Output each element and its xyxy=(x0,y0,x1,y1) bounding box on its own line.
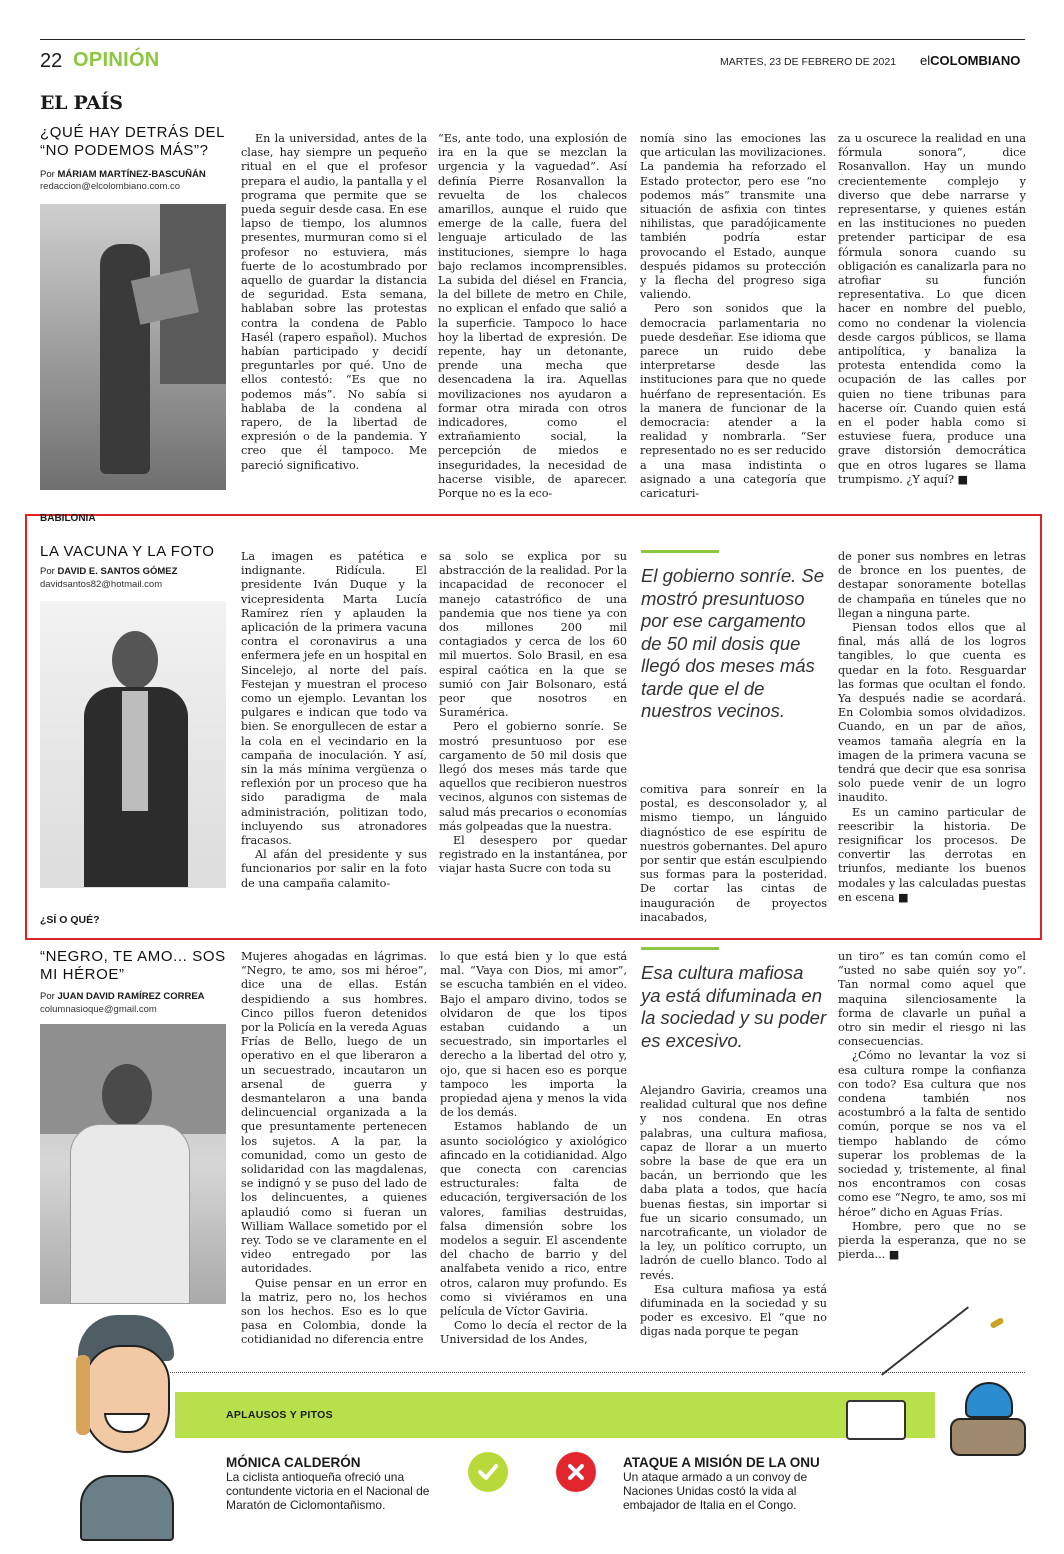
article1-col1: En la universidad, antes de la clase, hay siempre un pequeño ritual en el que el profesor prepara el audio, la pantalla y el programa que permite que se pueda seguir desde casa. En ese lapso de tiempo, los alumnos presentes, murmuran como si el profesor no estuviera, más fuerte de lo acostumbrado por aquello de guardar la distancia de seguridad. Esta semana, hablaban sobre las protestas contra la condena de Pablo Hasél (rapero español). Muchos habían participado y decidí preguntarles por qué. Uno de ellos contestó: “Es que no podemos más”. No sabía si hablaba de la condena al rapero, de la libertad de expresión o de la pandemia. Y creo que él tampoco. Me pareció significativo. xyxy=(241,132,427,472)
x-icon xyxy=(556,1452,596,1492)
article1-email[interactable]: redaccion@elcolombiano.com.co xyxy=(40,181,181,192)
article1-byline xyxy=(40,169,206,180)
hair-shape xyxy=(76,1355,90,1435)
article3-author: JUAN DAVID RAMÍREZ CORREA xyxy=(57,991,205,1002)
article1-col2: “Es, ante todo, una explosión de ira en la que se mezclan la urgencia y la vaguedad”. Así definía Pierre Rosanvallon la revuelta de los chalecos amarillos, aunque el ruido que emerge de la calle, fuera del lenguaje articulado de las instituciones, siempre lo haga bajo reclamos incomprensibles. La subida del diésel en Francia, la del billete de metro en Chile, no explican el enfado que salió a la superficie. Tampoco lo hace hoy la libertad de expresión. De repente, hay un detonante, prende una mecha que desencadena la ira. Aquellas movilizaciones nos ayudaron a formar otra mirada con otros indicadores, como el extrañamiento social, la percepción de miedos e inseguridades, la necesidad de hacerse visible, de aparecer. Porque no es la eco- xyxy=(438,132,627,501)
article1-headline: ¿QUÉ HAY DETRÁS DEL “NO PODEMOS MÁS”? xyxy=(40,124,225,159)
issue-date: MARTES, 23 DE FEBRERO DE 2021 xyxy=(720,56,897,68)
bullet-shape xyxy=(989,1317,1004,1329)
head-shape xyxy=(112,631,158,689)
article1-title xyxy=(40,124,230,160)
article3-col3: Alejandro Gaviria, creamos una realidad cultural que nos define y nos condena. En otras palabras, una cultura mafiosa, capaz de llorar a un muerto sobre la base de que era un bacán, un berriondo que les daba plata a todos, que hacía buenas fiestas, sin importar si fue un sicario consumado, un narcotraficante, un violador de la ley, un político corrupto, un ladrón de cuello blanco. Todo al revés. Esa cultura mafiosa ya está difuminada en la sociedad y su poder es excesivo. El “que no digas nada porque te pegan xyxy=(640,1084,827,1339)
article2-title: LA VACUNA Y LA FOTO xyxy=(40,543,215,560)
article3-col4: un tiro” es tan común como el “usted no sabe quién soy yo”. Tan normal como aquel que maquina silenciosamente la forma de clavarle un puñal a otro sin medir el riesgo ni las consecuencias. ¿Cómo no levantar la voz si esa cultura rompe la confianza con todo? Esa cultura que nos condena también nos acostumbró a la falta de sentido común, porque se nos va el tiempo hablando de cómo superar los problemas de la sociedad y, tristemente, al final nos encontramos con cosas como ese “Negro, te amo, sos mi héroe” dicho en Aguas Frías. Hombre, pero que no se pierda la esperanza, que no se pierda... ■ xyxy=(838,950,1026,1262)
pullquote-accent xyxy=(641,550,719,553)
article3-title xyxy=(40,948,230,984)
author-photo-santos xyxy=(40,601,226,888)
article2-col3: comitiva para sonreír en la postal, es desconsolador y, al mismo tiempo, un lánguido diagnóstico de ese espíritu de nuestros gobernantes. Del apuro por sentir que están esculpiendo sus formas para la posteridad. De cortar las cintas de inauguración de proyectos inacabados, xyxy=(640,783,827,924)
article3-pullquote: Esa cultura mafiosa ya está difuminada en la sociedad y su poder es excesivo. xyxy=(641,962,827,1051)
article1-col3: nomía sino las emociones las que articulan las movilizaciones. La pandemia ha reforzado el Estado protector, pero ese “no podemos más” transmite una situación de asfixia con tintes nihilistas, que paradójicamente también podría estar provocando el Estado, aunque después pidamos su protección y la flecha del progreso siga valiendo. Pero son sonidos que la democracia parlamentaria no puede desdeñar. Ese idioma que parece un ruido debe interpretarse desde las instituciones para que no quede huérfano de representación. Es la manera de funcionar de la democracia: atender a la realidad y nombrarla. “Ser representado no es ser reducido a una masa indistinta o asignado a una categoría que caricaturi- xyxy=(640,132,826,501)
article3-headline: “NEGRO, TE AMO... SOS MI HÉROE” xyxy=(40,948,226,983)
byline-prefix: Por xyxy=(40,991,55,1002)
newspaper-logo xyxy=(920,54,1020,68)
article1-col4: za u oscurece la realidad en una fórmula sonora”, dice Rosanvallon. Hay un mundo crecientemente complejo y diverso que debe narrarse y representarse, y quienes están en las instituciones no pueden pretender participar de esa fórmula sonora cuando su obligación es canalizarla para no atrofiar su función representativa. Lo que dicen hacer en nombre del pueblo, como no condenar la violencia desde cargos públicos, se llama antipolítica, y banaliza la protesta entendida como la ocupación de las calles por quien no tiene tribunas para hacerse oír. Cuando quien está en el poder habla como si estuviese fuera, produce una grave distorsión democrática que en otros lugares se llama trumpismo. ¿Y aquí? ■ xyxy=(838,132,1026,486)
article2-pullquote: El gobierno sonríe. Se mostró presuntuoso por ese cargamento de 50 mil dosis que llegó dos meses más tarde que el de nuestros vecinos. xyxy=(641,565,825,721)
byline-prefix: Por xyxy=(40,169,55,180)
article1-author: MÁRIAM MARTÍNEZ-BASCUÑÁN xyxy=(57,169,206,180)
pito-name: ATAQUE A MISIÓN DE LA ONU xyxy=(623,1455,820,1470)
article2-col1: La imagen es patética e indignante. Ridícula. El presidente Iván Duque y la vicepresidenta Marta Lucía Ramírez ríen y aplauden la aplicación de la primera vacuna contra el coronavirus a una enfermera jefe en un hospital en Sincelejo, al norte del país. Festejan y muestran el proceso como un ejemplo. Levantan los pulgares e indican que todo va bien. Se enorgullecen de estar a la cola en el vecindario en la campaña de inoculación. Y así, sin la más mínima vergüenza o reflexión por un proceso que ha sido paradigma de mala administración, politizan todo, incluyendo sus atronadores fracasos. Al afán del presidente y sus funcionarios por salir en la foto de una campaña calamito- xyxy=(241,550,427,890)
section-name: OPINIÓN xyxy=(73,49,160,71)
shirt-shape xyxy=(122,691,148,811)
byline-prefix: Por xyxy=(40,566,55,577)
author-photo-ramirez xyxy=(40,1024,226,1304)
pullquote-accent xyxy=(641,947,719,950)
article2-col4: de poner sus nombres en letras de bronce en los puentes, de destapar sonoramente botellas de champaña en túneles que no llegan a ninguna parte. Piensan todos ellos que al final, más allá de los logros tangibles, lo que cuenta es quedar en la foto. Resguardar las formas que ocultan el fondo. Ya después nadie se acordará. En Colombia somos olvidadizos. Cuando, en un par de años, veamos tamaña alegría en la imagen de la primera vacuna se tendrá que decir que esa sonrisa solo puede venir de un logro inaudito. Es un camino particular de reescribir la historia. De resignificar los procesos. De convertir las derrotas en triunfos, mediante los buenos modales y las calculadas puestas en escena ■ xyxy=(838,550,1026,904)
article3-byline xyxy=(40,991,205,1002)
torso-shape xyxy=(70,1124,190,1304)
article2-email[interactable]: davidsantos82@hotmail.com xyxy=(40,579,163,590)
aplausos-label: APLAUSOS Y PITOS xyxy=(226,1409,333,1421)
babilonia-label: BABILONIA xyxy=(40,513,96,521)
article2-col2: sa solo se explica por su abstracción de la realidad. Por la incapacidad de reconocer el manejo catastrófico de una pandemia que nos tiene ya con dos millones 200 mil contagiados y cerca de los 60 mil muertos. Solo Brasil, en esa espiral caótica en la que se sumió con Jair Bolsonaro, está peor que nosotros en Suramérica. Pero el gobierno sonríe. Se mostró presuntuoso por ese cargamento de 50 mil dosis que llegó dos meses más tarde que aquellos que recibieron nuestros vecinos, algunos con sistemas de salud más precarios o economías más golpeadas que la nuestra. El desespero por quedar registrado en la instantánea, por viajar hasta Sucre con toda su xyxy=(439,550,627,876)
statue-photo xyxy=(40,204,226,490)
head-shape xyxy=(102,1064,152,1126)
article3-col1: Mujeres ahogadas en lágrimas. “Negro, te amo, sos mi héroe”, dice una de ellas. Están despidiendo a sus hombres. Cinco pillos fueron detenidos por la Policía en la vereda Aguas Frías de Bello, luego de un operativo en el que liberaron a un secuestrado, incautaron un arsenal de guerra y desmantelaron a una banda delincuencial organizada a la que presuntamente pertenecen los sujetos. A la par, la comunidad, como un gesto de solidaridad con las magdalenas, se indignó y se puso del lado de los delincuentes, a quienes aplaudió como si fueran un William Wallace sometido por el rey. Todo se ve claramente en el video entregado por las autoridades. Quise pensar en un error en la matriz, pero no, los hechos son los hechos. Eso es lo que pasa en Colombia, donde la cotidianidad no diferencia entre xyxy=(241,950,427,1347)
rubble-shape xyxy=(846,1400,906,1440)
helmet-shape xyxy=(965,1382,1013,1418)
article3-col2: lo que está bien y lo que está mal. “Vaya con Dios, mi amor”, se escucha también en el video. Bajo el amparo divino, todos se olvidaron de que los tipos estaban cuidando a un secuestrado, sin importarles el derecho a la libertad del otro y, ojo, que si hacen eso es porque tampoco les importa la propiedad ajena y menos la vida de los demás. Estamos hablando de un asunto sociológico y axiológico afincado en la cotidianidad. Algo que conecta con carencias estructurales: falta de educación, tergiversación de los valores, familias destruidas, falsa dimensión sobre los modelos a seguir. El ascendente del chacho de barrio y del analfabeta venido a rico, entre otros, calaron muy profundo. Es como si viviéramos en una película de Víctor Gaviria. Como lo decía el rector de la Universidad de los Andes, xyxy=(440,950,627,1347)
jersey-shape xyxy=(80,1475,174,1541)
face-shape xyxy=(84,1345,170,1453)
article2-byline xyxy=(40,566,177,577)
article2-author: DAVID E. SANTOS GÓMEZ xyxy=(57,566,178,577)
si-o-que-label: ¿SÍ O QUÉ? xyxy=(40,914,100,926)
logo-prefix: el xyxy=(920,53,931,68)
sandbag-shape xyxy=(950,1418,1026,1456)
caricature-cyclist xyxy=(70,1315,180,1545)
page-number: 22 xyxy=(40,50,63,72)
check-icon xyxy=(468,1452,508,1492)
aplauso-name: MÓNICA CALDERÓN xyxy=(226,1455,361,1470)
el-pais-logo: EL PAÍS xyxy=(40,92,123,114)
missile-shape xyxy=(881,1306,969,1375)
top-rule xyxy=(40,39,1025,40)
aplauso-text: La ciclista antioqueña ofreció una contundente victoria en el Nacional de Maratón de Ciclomontañismo. xyxy=(226,1470,430,1512)
pito-text: Un ataque armado a un convoy de Naciones Unidas costó la vida al embajador de Italia en el Congo. xyxy=(623,1470,808,1512)
caricature-attack xyxy=(840,1310,1030,1460)
article3-email[interactable]: columnasioque@gmail.com xyxy=(40,1004,157,1015)
logo-brand: COLOMBIANO xyxy=(930,53,1021,68)
